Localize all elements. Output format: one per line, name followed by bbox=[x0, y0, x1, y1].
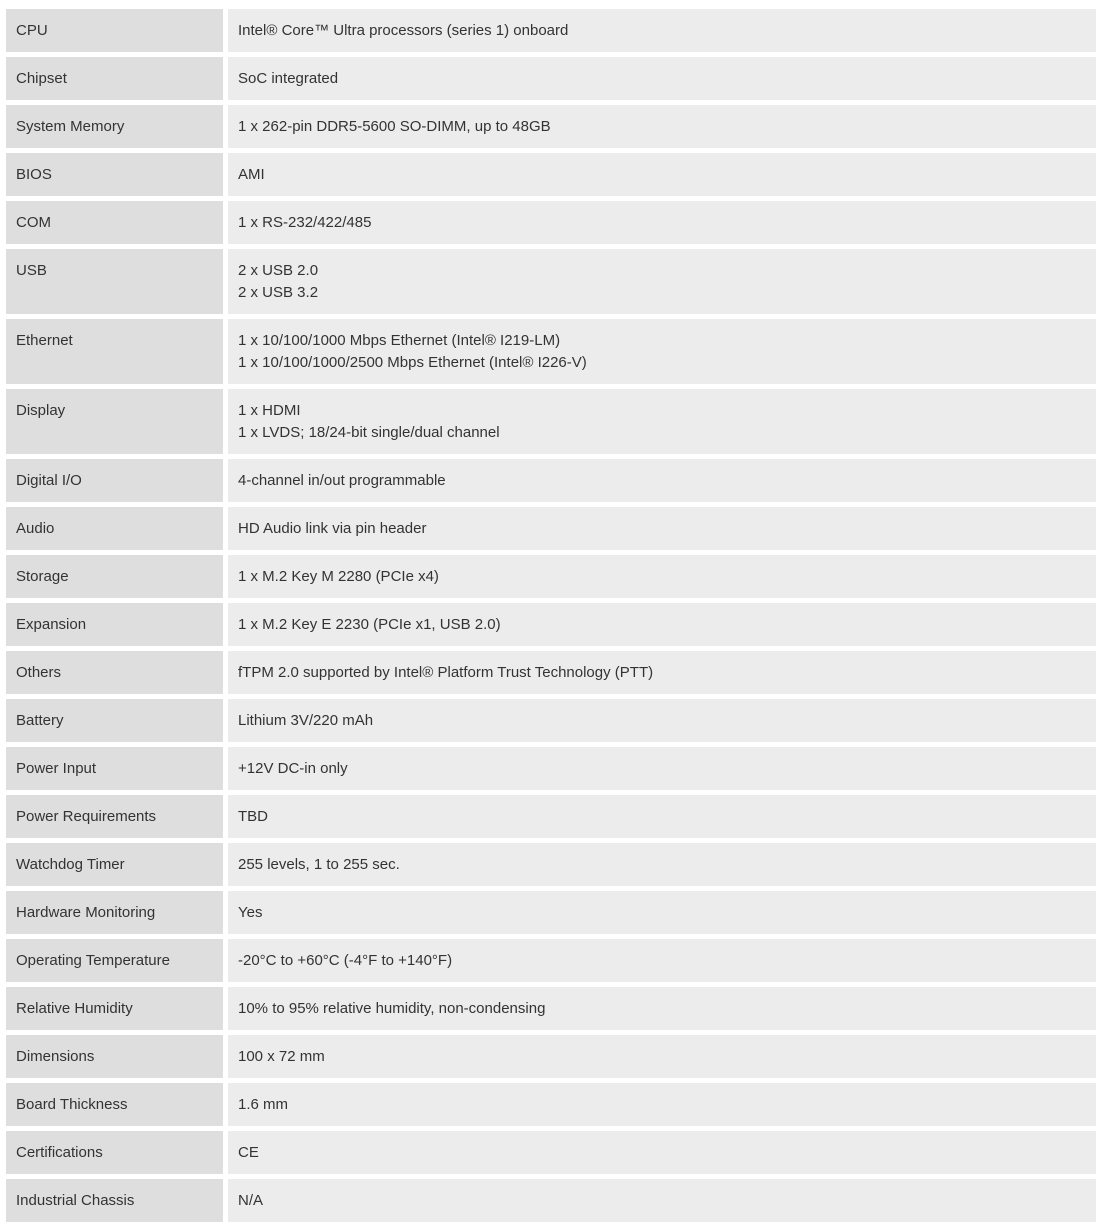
spec-table bbox=[6, 9, 1096, 1227]
spec-value bbox=[228, 699, 1096, 742]
spec-value-line: 1 x 262-pin DDR5-5600 SO-DIMM, up to 48GB bbox=[238, 118, 551, 135]
spec-value-line: 255 levels, 1 to 255 sec. bbox=[238, 856, 400, 873]
spec-label: Watchdog Timer bbox=[6, 843, 223, 886]
spec-value-line: fTPM 2.0 supported by Intel® Platform Trust Technology (PTT) bbox=[238, 664, 654, 681]
spec-label: Digital I/O bbox=[6, 459, 223, 502]
table-row bbox=[6, 201, 1096, 244]
spec-label: Storage bbox=[6, 555, 223, 598]
table-row bbox=[6, 939, 1096, 982]
spec-value bbox=[228, 891, 1096, 934]
table-row bbox=[6, 153, 1096, 196]
spec-value-line: 1 x M.2 Key E 2230 (PCIe x1, USB 2.0) bbox=[238, 616, 501, 633]
spec-value-line: 1 x 10/100/1000 Mbps Ethernet (Intel® I219-LM) bbox=[238, 332, 561, 349]
spec-value-line: SoC integrated bbox=[238, 70, 339, 87]
spec-label: Industrial Chassis bbox=[6, 1179, 223, 1222]
spec-value-line: 1.6 mm bbox=[238, 1096, 289, 1113]
spec-value-line: 2 x USB 2.0 bbox=[238, 262, 319, 279]
spec-value-line: 1 x 10/100/1000/2500 Mbps Ethernet (Intel® I226-V) bbox=[238, 354, 587, 371]
spec-label: Expansion bbox=[6, 603, 223, 646]
spec-value-line: HD Audio link via pin header bbox=[238, 520, 427, 537]
spec-value bbox=[228, 507, 1096, 550]
table-row bbox=[6, 319, 1096, 384]
spec-label: BIOS bbox=[6, 153, 223, 196]
spec-value-line: AMI bbox=[238, 166, 265, 183]
spec-value-line: Lithium 3V/220 mAh bbox=[238, 712, 374, 729]
spec-value-line: 2 x USB 3.2 bbox=[238, 284, 319, 301]
spec-label: System Memory bbox=[6, 105, 223, 148]
spec-value bbox=[228, 1083, 1096, 1126]
spec-label: Certifications bbox=[6, 1131, 223, 1174]
table-row bbox=[6, 795, 1096, 838]
spec-label: Board Thickness bbox=[6, 1083, 223, 1126]
spec-value bbox=[228, 939, 1096, 982]
table-row bbox=[6, 9, 1096, 52]
table-row bbox=[6, 459, 1096, 502]
spec-label: Others bbox=[6, 651, 223, 694]
spec-value bbox=[228, 57, 1096, 100]
table-row bbox=[6, 1035, 1096, 1078]
table-row bbox=[6, 699, 1096, 742]
table-row bbox=[6, 843, 1096, 886]
spec-value bbox=[228, 1179, 1096, 1222]
spec-value-line: 100 x 72 mm bbox=[238, 1048, 325, 1065]
spec-value-line: +12V DC-in only bbox=[238, 760, 348, 777]
spec-label: CPU bbox=[6, 9, 223, 52]
spec-value bbox=[228, 319, 1096, 384]
spec-value bbox=[228, 249, 1096, 314]
spec-label: Battery bbox=[6, 699, 223, 742]
spec-label: COM bbox=[6, 201, 223, 244]
spec-value-line: TBD bbox=[238, 808, 268, 825]
spec-value bbox=[228, 987, 1096, 1030]
spec-value bbox=[228, 651, 1096, 694]
spec-value bbox=[228, 747, 1096, 790]
spec-value bbox=[228, 603, 1096, 646]
table-row bbox=[6, 1131, 1096, 1174]
spec-value-line: Intel® Core™ Ultra processors (series 1) onboard bbox=[238, 22, 569, 39]
spec-value bbox=[228, 201, 1096, 244]
spec-value bbox=[228, 1035, 1096, 1078]
spec-value-line: 4-channel in/out programmable bbox=[238, 472, 446, 489]
spec-label: Chipset bbox=[6, 57, 223, 100]
spec-label: Power Input bbox=[6, 747, 223, 790]
spec-value bbox=[228, 555, 1096, 598]
spec-value bbox=[228, 843, 1096, 886]
table-row bbox=[6, 987, 1096, 1030]
spec-label: Operating Temperature bbox=[6, 939, 223, 982]
table-row bbox=[6, 1083, 1096, 1126]
spec-label: USB bbox=[6, 249, 223, 314]
spec-label: Relative Humidity bbox=[6, 987, 223, 1030]
table-row bbox=[6, 249, 1096, 314]
spec-value bbox=[228, 105, 1096, 148]
spec-label: Display bbox=[6, 389, 223, 454]
spec-value-line: CE bbox=[238, 1144, 259, 1161]
table-row bbox=[6, 105, 1096, 148]
table-row bbox=[6, 603, 1096, 646]
table-row bbox=[6, 57, 1096, 100]
table-row bbox=[6, 651, 1096, 694]
table-row bbox=[6, 1179, 1096, 1222]
spec-label: Ethernet bbox=[6, 319, 223, 384]
spec-value bbox=[228, 9, 1096, 52]
table-row bbox=[6, 891, 1096, 934]
spec-label: Audio bbox=[6, 507, 223, 550]
spec-value bbox=[228, 153, 1096, 196]
spec-value-line: 10% to 95% relative humidity, non-condensing bbox=[238, 1000, 546, 1017]
spec-value bbox=[228, 389, 1096, 454]
spec-label: Hardware Monitoring bbox=[6, 891, 223, 934]
spec-value-line: 1 x HDMI bbox=[238, 402, 301, 419]
spec-value-line: 1 x LVDS; 18/24-bit single/dual channel bbox=[238, 424, 500, 441]
table-row bbox=[6, 555, 1096, 598]
spec-value bbox=[228, 1131, 1096, 1174]
spec-value bbox=[228, 459, 1096, 502]
table-row bbox=[6, 747, 1096, 790]
table-row bbox=[6, 507, 1096, 550]
spec-label: Power Requirements bbox=[6, 795, 223, 838]
spec-value-line: N/A bbox=[238, 1192, 264, 1209]
spec-value-line: 1 x M.2 Key M 2280 (PCIe x4) bbox=[238, 568, 439, 585]
spec-label: Dimensions bbox=[6, 1035, 223, 1078]
table-row bbox=[6, 389, 1096, 454]
spec-value-line: Yes bbox=[238, 904, 263, 921]
spec-value-line: -20°C to +60°C (-4°F to +140°F) bbox=[238, 952, 453, 969]
spec-value-line: 1 x RS-232/422/485 bbox=[238, 214, 372, 231]
spec-value bbox=[228, 795, 1096, 838]
